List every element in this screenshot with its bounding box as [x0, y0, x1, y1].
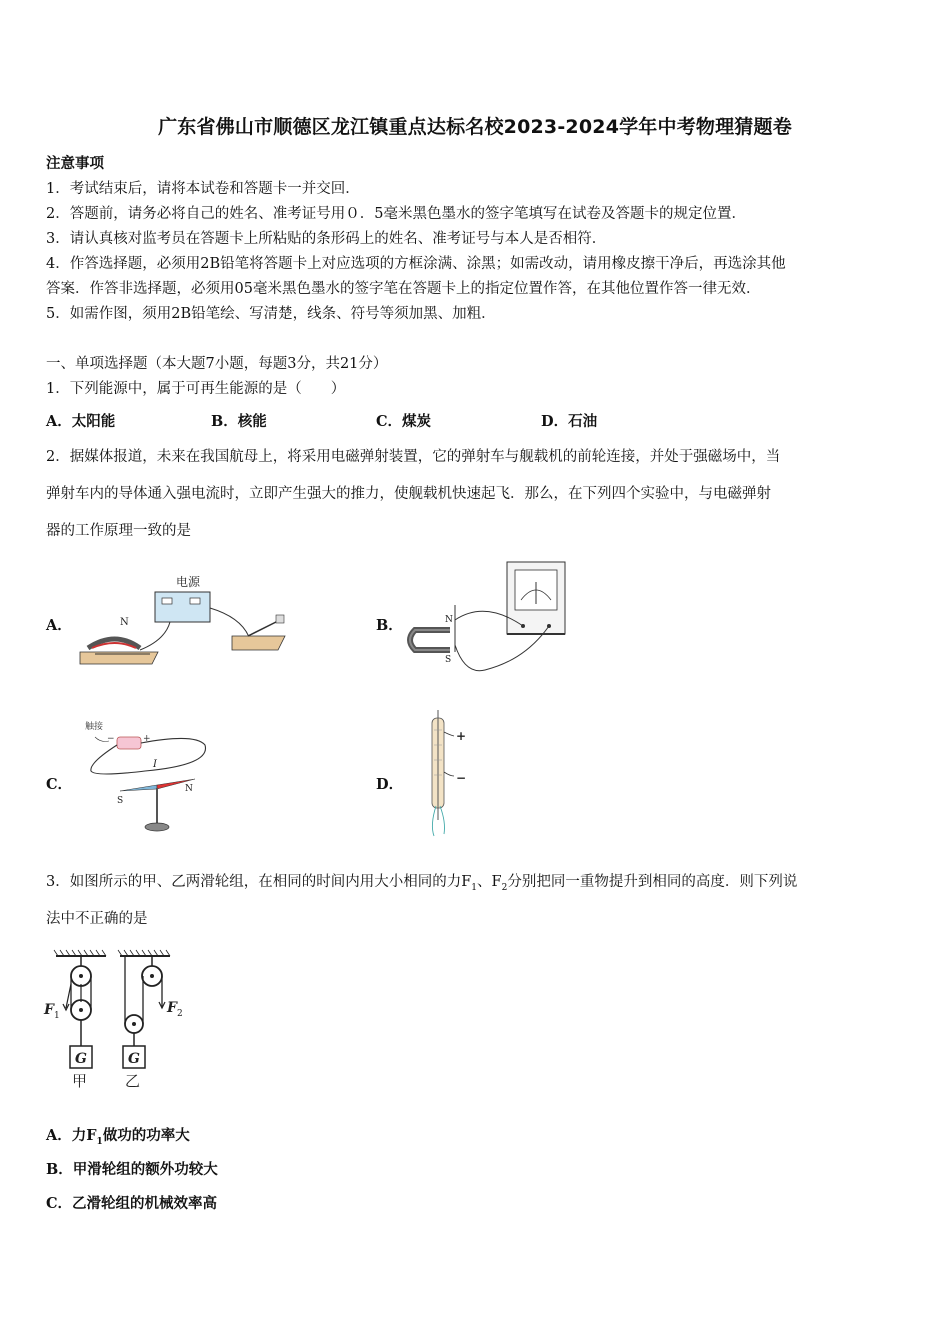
- q1-option-a[interactable]: A．太阳能: [46, 413, 116, 430]
- svg-text:+: +: [143, 734, 151, 744]
- q2-option-b-label[interactable]: B．: [376, 617, 403, 634]
- current-label: I: [153, 759, 157, 770]
- power-supply-label: 电源: [176, 575, 201, 589]
- q2-line-3: 器的工作原理一致的是: [46, 523, 191, 539]
- q2-option-d-label[interactable]: D．: [376, 776, 404, 793]
- switch-base: [232, 636, 285, 650]
- q1-option-d[interactable]: D．石油: [541, 413, 598, 430]
- svg-text:N: N: [185, 784, 193, 794]
- power-supply-box: [155, 592, 210, 622]
- south-label: S: [445, 655, 452, 665]
- notice-item-2: 2．答题前，请务必将自己的姓名、准考证号用０．5毫米黑色墨水的签字笔填写在试卷及答题卡的规定位置．: [46, 206, 746, 222]
- notice-heading: 注意事项: [46, 155, 104, 172]
- notice-item-3: 3．请认真核对监考员在答题卡上所粘贴的条形码上的姓名、准考证号与本人是否相符．: [46, 231, 607, 247]
- notice-item-4-cont: 答案．作答非选择题，必须用05毫米黑色墨水的签字笔在答题卡上的指定位置作答，在其他位置作答一律无效．: [46, 281, 761, 297]
- q3-line-1: 3．如图所示的甲、乙两滑轮组，在相同的时间内用大小相同的力$F_1$、$F_2$分别把同一重物提升到相同的高度．则下列说: [46, 874, 798, 893]
- svg-text:F: F: [167, 1000, 177, 1016]
- yi-label: 乙: [125, 1072, 141, 1090]
- q2-option-c-label[interactable]: C．: [46, 776, 73, 793]
- notice-item-4: 4．作答选择题，必须用2B铅笔将答题卡上对应选项的方框涂满、涂黑；如需改动，请用橡皮擦干净后，再选涂其他: [46, 256, 786, 272]
- q2-figure-c: [85, 715, 215, 840]
- q1-option-b[interactable]: B．核能: [211, 413, 267, 430]
- north-label: N: [445, 615, 453, 625]
- q2-line-2: 弹射车内的导体通入强电流时，立即产生强大的推力，使舰载机快速起飞．那么，在下列四个实验中，与电磁弹射: [46, 486, 771, 502]
- svg-text:G: G: [75, 1051, 87, 1067]
- svg-text:F: F: [44, 1002, 54, 1018]
- battery: [117, 737, 141, 749]
- q3-option-c[interactable]: C．乙滑轮组的机械效率高: [46, 1195, 218, 1212]
- q2-line-1: 2．据媒体报道，未来在我国航母上，将采用电磁弹射装置，它的弹射车与舰载机的前轮连接，并处于强磁场中，当: [46, 449, 781, 465]
- page-title: 广东省佛山市顺德区龙江镇重点达标名校2023-2024学年中考物理猜题卷: [158, 116, 792, 138]
- svg-text:−: −: [107, 734, 115, 744]
- notice-item-1: 1．考试结束后，请将本试卷和答题卡一并交回．: [46, 181, 360, 197]
- svg-text:2: 2: [177, 1009, 183, 1019]
- q3-option-b[interactable]: B．甲滑轮组的额外功较大: [46, 1161, 218, 1178]
- notice-item-5: 5．如需作图，须用2B铅笔绘、写清楚，线条、符号等须加黑、加粗．: [46, 306, 496, 322]
- q2-figure-a: [80, 570, 295, 680]
- q3-line-2: 法中不正确的是: [46, 911, 148, 927]
- section-heading: 一、单项选择题（本大题7小题，每题3分，共21分）: [46, 356, 388, 372]
- svg-text:+: +: [456, 729, 467, 743]
- north-label: N: [120, 617, 129, 628]
- compass-needle-s: [120, 785, 157, 791]
- svg-text:S: S: [117, 796, 124, 806]
- q3-pulley-figure: [44, 948, 194, 1093]
- q2-option-a-label[interactable]: A．: [46, 617, 72, 634]
- q3-option-a[interactable]: A．力$F_1$做功的功率大: [46, 1127, 190, 1147]
- svg-text:G: G: [128, 1051, 140, 1067]
- svg-text:−: −: [456, 771, 467, 785]
- svg-text:1: 1: [54, 1011, 60, 1021]
- q1-option-c[interactable]: C．煤炭: [376, 413, 432, 430]
- q1-stem: 1．下列能源中，属于可再生能源的是（ ）: [46, 381, 346, 397]
- q2-figure-b: [405, 560, 570, 680]
- touch-label: 触接: [85, 722, 104, 732]
- q2-figure-d: [420, 710, 480, 840]
- jia-label: 甲: [72, 1072, 88, 1090]
